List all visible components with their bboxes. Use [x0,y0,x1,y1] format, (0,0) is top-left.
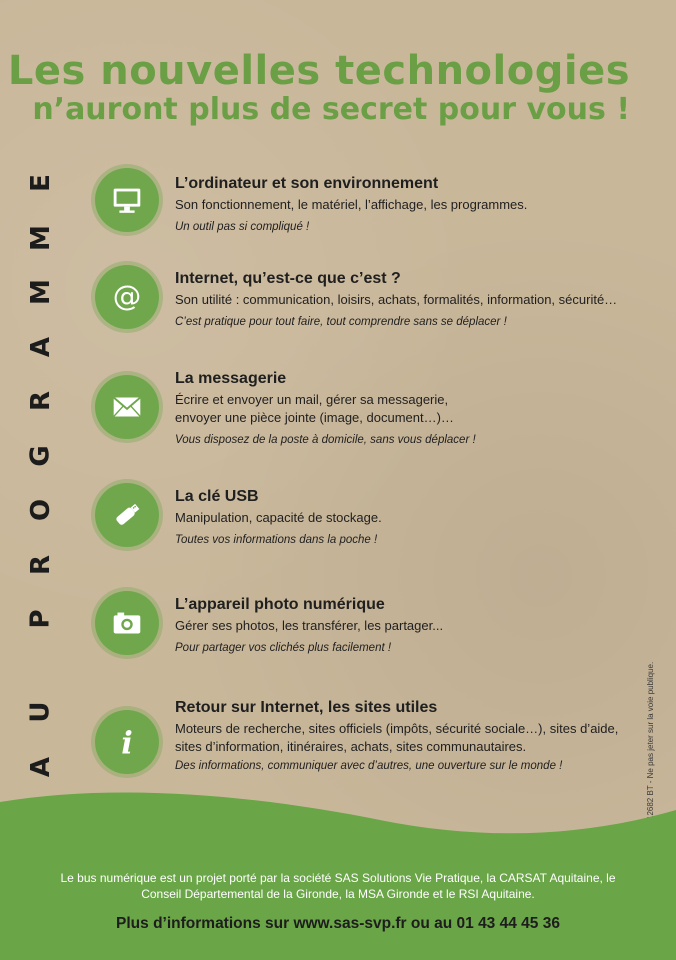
item-description: Son utilité : communication, loisirs, achats, formalités, information, sécurité… [175,292,618,307]
item-description: Son fonctionnement, le matériel, l’affichage, les programmes. [175,197,528,212]
legal-side-note: 12682 BT - Ne pas jeter sur la voie publique. [646,661,655,820]
usb-key-icon [95,483,159,547]
item-tagline: Des informations, communiquer avec d’autres, une ouverture sur le monde ! [175,760,563,772]
vertical-label-letter: R [26,391,56,412]
vertical-label-letter: E [25,174,56,192]
vertical-label-au-programme [26,170,56,780]
item-tagline: Toutes vos informations dans la poche ! [175,534,378,546]
at-sign-icon [95,265,159,329]
headline-line-2: n’auront plus de secret pour vous ! [32,92,630,127]
item-tagline: Pour partager vos clichés plus facilement ! [175,642,392,654]
svg-text:i: i [121,725,133,761]
vertical-label-letter: M [26,224,56,251]
computer-icon [95,168,159,232]
item-title: La clé USB [175,488,259,505]
item-description: Moteurs de recherche, sites officiels (impôts, sécurité sociale…), sites d’aide, sites d’information, itinéraires, achats, sites communautaires. [175,721,619,754]
item-title: Internet, qu’est-ce que c’est ? [175,270,401,287]
vertical-label-letter: G [26,444,56,467]
vertical-label-letter: U [26,701,56,723]
item-tagline: Vous disposez de la poste à domicile, sans vous déplacer ! [175,434,476,446]
vertical-label-letter: R [26,554,56,575]
svg-text:@: @ [112,279,142,313]
envelope-icon [95,375,159,439]
info-icon [95,710,159,774]
vertical-label-letter: O [25,499,56,522]
item-description: Gérer ses photos, les transférer, les partager... [175,618,444,633]
item-description: Manipulation, capacité de stockage. [175,510,382,525]
vertical-label-letter: A [26,756,56,777]
footer-contact-info: Plus d’informations sur www.sas-svp.fr ou au 01 43 44 45 36 [116,915,560,932]
item-tagline: C’est pratique pour tout faire, tout comprendre sans se déplacer ! [175,316,507,328]
item-title: Retour sur Internet, les sites utiles [175,699,438,716]
item-title: L’appareil photo numérique [175,596,385,613]
vertical-label-letter: P [26,609,56,629]
footer-partners-text: Le bus numérique est un projet porté par la société SAS Solutions Vie Pratique, la CARSAT Aquitaine, le Conseil Départemental de la Gironde, la MSA Gironde et le RSI Aquitaine. [60,871,616,901]
vertical-label-letter: M [26,279,56,305]
item-title: L’ordinateur et son environnement [175,175,439,192]
item-title: La messagerie [175,370,287,387]
item-tagline: Un outil pas si compliqué ! [175,221,310,233]
camera-icon [95,591,159,655]
vertical-label-letter: A [26,336,56,357]
headline-line-1: Les nouvelles technologies [7,48,630,94]
item-description: Écrire et envoyer un mail, gérer sa messagerie, envoyer une pièce jointe (image, document…)… [175,392,454,425]
